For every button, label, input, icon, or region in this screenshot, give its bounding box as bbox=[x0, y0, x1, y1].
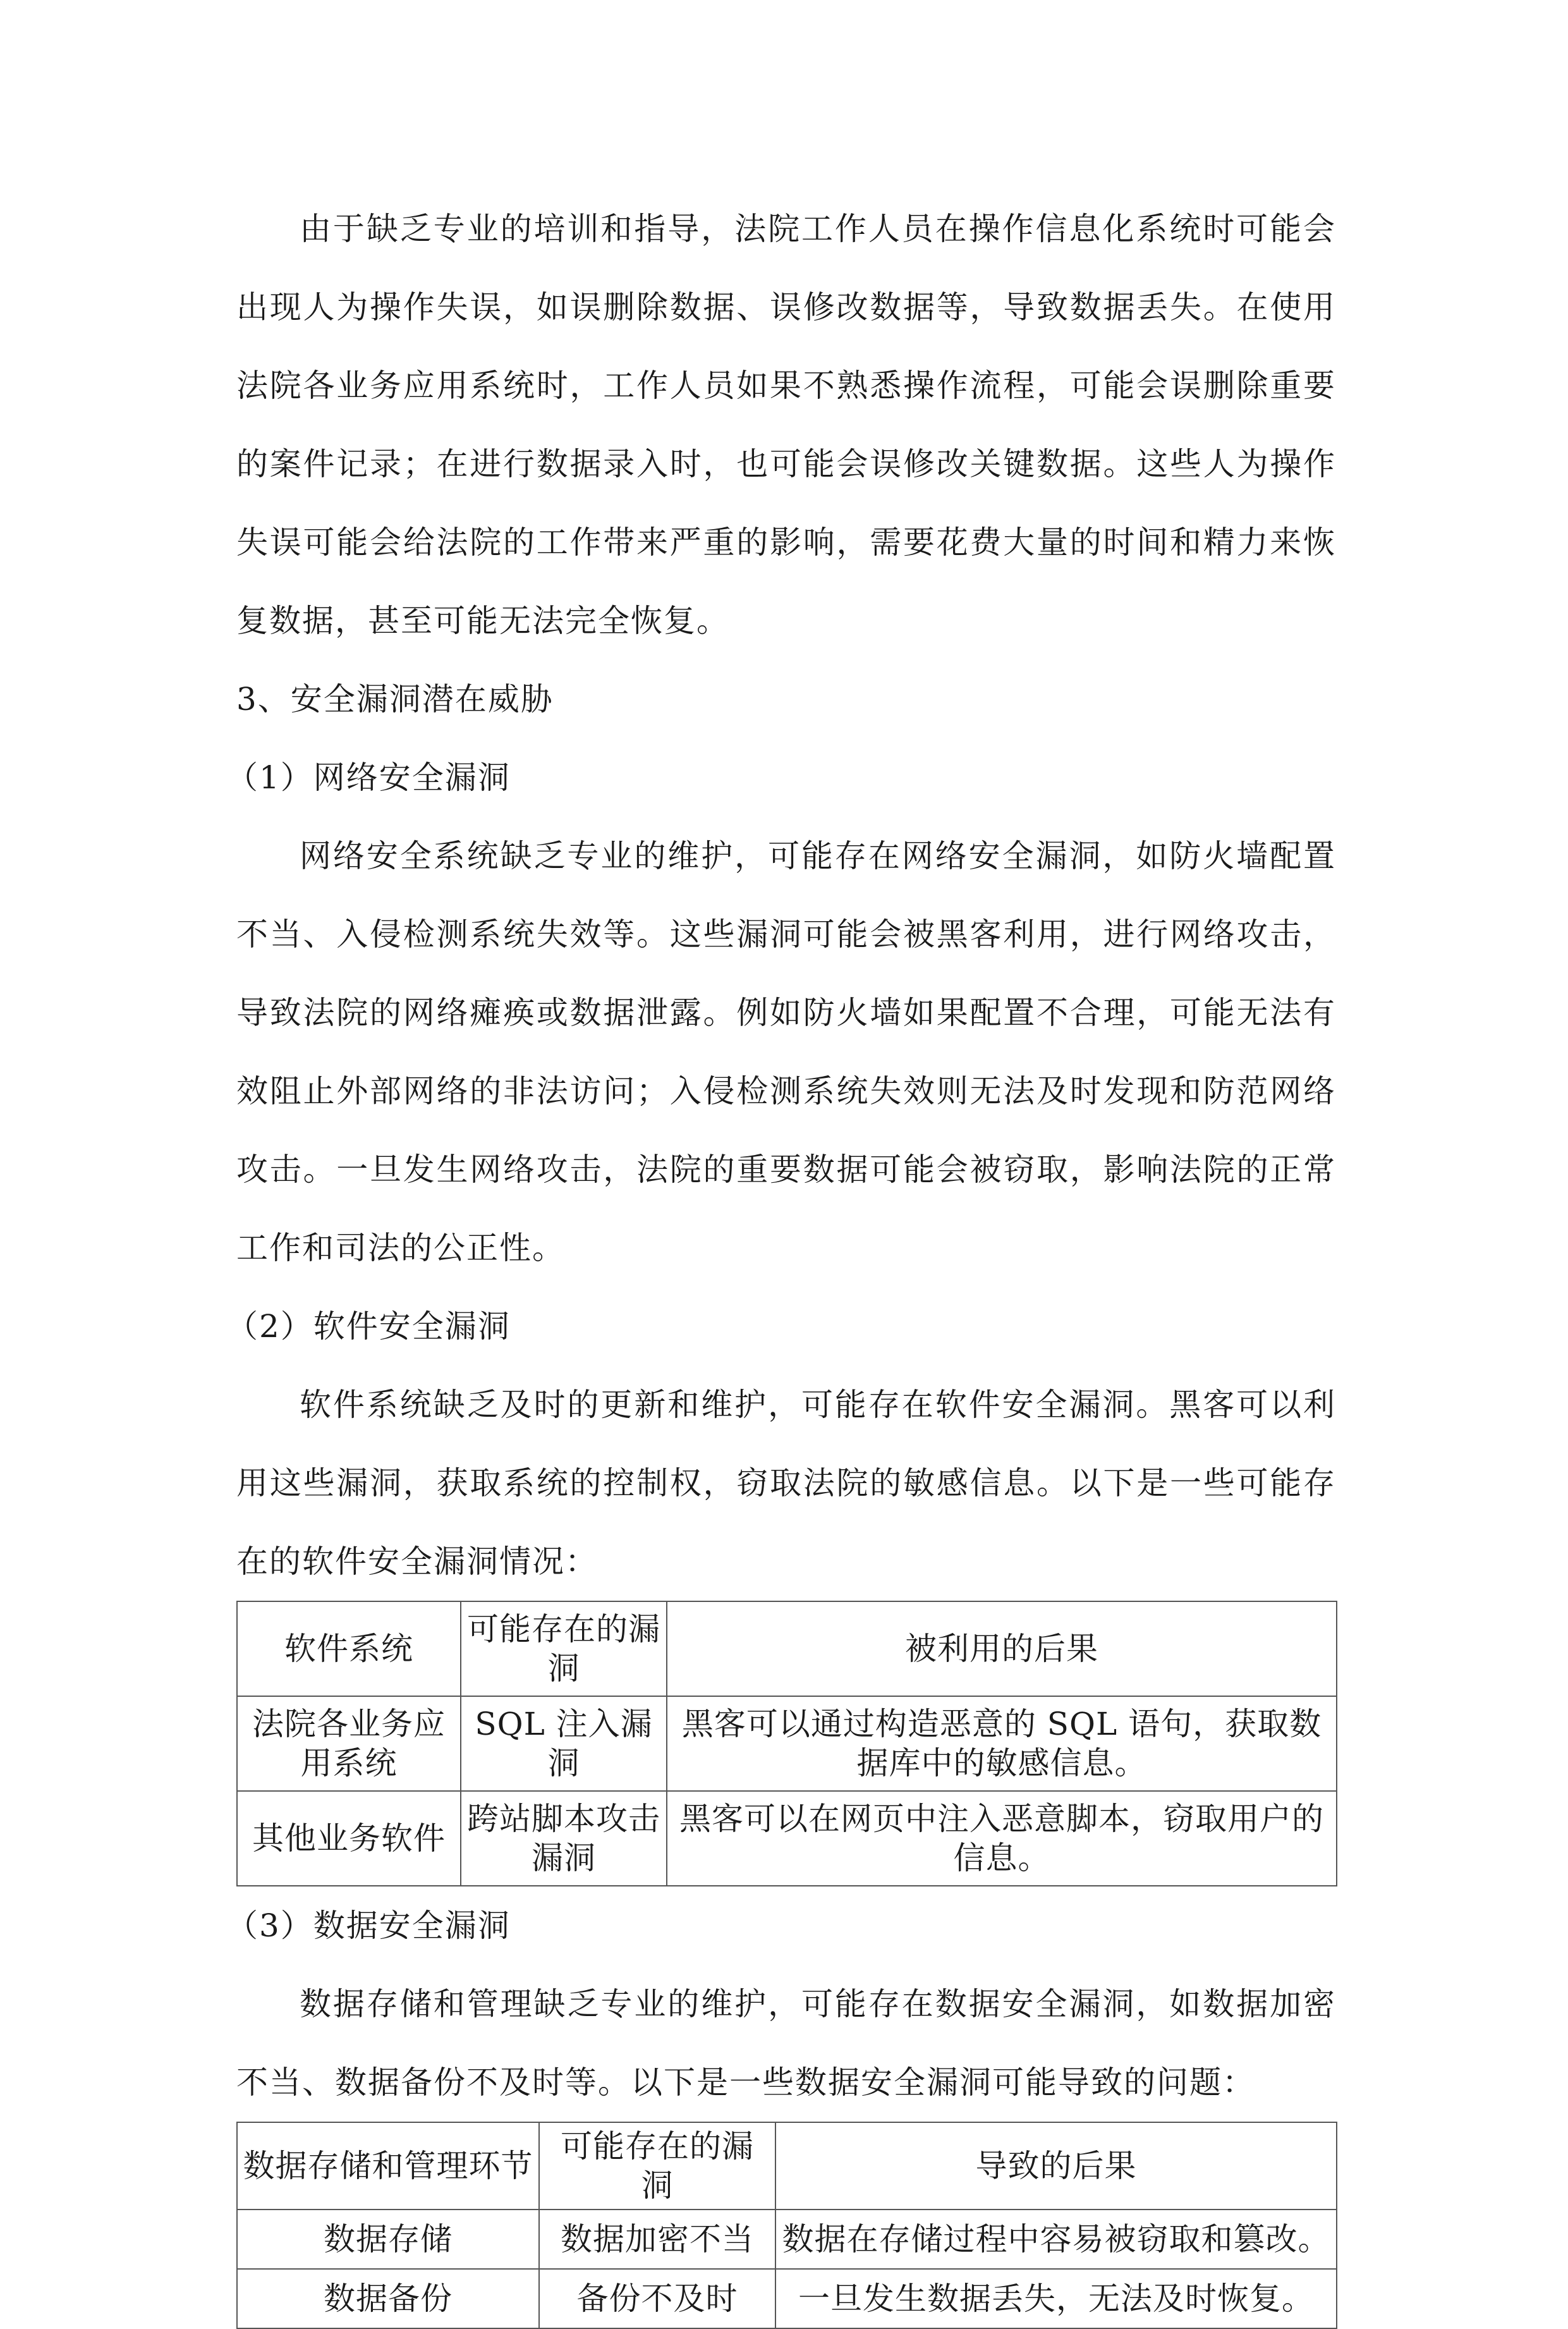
table-cell: 数据存储 bbox=[237, 2210, 539, 2269]
document-body bbox=[226, 190, 1336, 2329]
table-cell: 其他业务软件 bbox=[237, 1791, 461, 1886]
table-header-row bbox=[237, 2122, 1337, 2210]
table-row bbox=[237, 2269, 1337, 2328]
subheading-data-security: （3）数据安全漏洞 bbox=[226, 1907, 511, 1944]
table-cell: 数据备份 bbox=[237, 2269, 539, 2328]
table-cell: 备份不及时 bbox=[539, 2269, 775, 2328]
paragraph-software-security: 软件系统缺乏及时的更新和维护，可能存在软件安全漏洞。黑客可以利用这些漏洞，获取系统的控制权，窃取法院的敏感信息。以下是一些可能存在的软件安全漏洞情况： bbox=[236, 1386, 1336, 1580]
subheading-software-security: （2）软件安全漏洞 bbox=[226, 1308, 511, 1345]
table-row bbox=[237, 1791, 1337, 1886]
table-header-cell: 数据存储和管理环节 bbox=[237, 2122, 539, 2210]
subheading-network-security: （1）网络安全漏洞 bbox=[226, 759, 511, 796]
table-cell: 黑客可以在网页中注入恶意脚本，窃取用户的信息。 bbox=[667, 1791, 1337, 1886]
table-row bbox=[237, 2210, 1337, 2269]
table-cell: 跨站脚本攻击漏洞 bbox=[461, 1791, 667, 1886]
table-cell: 数据在存储过程中容易被窃取和篡改。 bbox=[775, 2210, 1337, 2269]
section-heading-security-vulnerabilities: 3、安全漏洞潜在威胁 bbox=[236, 681, 554, 718]
table-cell: SQL 注入漏洞 bbox=[461, 1696, 667, 1791]
data-vulnerability-table bbox=[236, 2122, 1337, 2329]
table-header-row bbox=[237, 1601, 1337, 1696]
table-header-cell: 可能存在的漏洞 bbox=[539, 2122, 775, 2210]
software-vulnerability-table bbox=[236, 1601, 1337, 1886]
paragraph-data-security: 数据存储和管理缺乏专业的维护，可能存在数据安全漏洞，如数据加密不当、数据备份不及时等。以下是一些数据安全漏洞可能导致的问题： bbox=[236, 1986, 1336, 2101]
table-cell: 黑客可以通过构造恶意的 SQL 语句，获取数据库中的敏感信息。 bbox=[667, 1696, 1337, 1791]
table-header-cell: 软件系统 bbox=[237, 1601, 461, 1696]
table-header-cell: 可能存在的漏洞 bbox=[461, 1601, 667, 1696]
table-cell: 数据加密不当 bbox=[539, 2210, 775, 2269]
table-cell: 法院各业务应用系统 bbox=[237, 1696, 461, 1791]
paragraph-network-security: 网络安全系统缺乏专业的维护，可能存在网络安全漏洞，如防火墙配置不当、入侵检测系统失效等。这些漏洞可能会被黑客利用，进行网络攻击，导致法院的网络瘫痪或数据泄露。例如防火墙如果配置不合理，可能无法有效阻止外部网络的非法访问；入侵检测系统失效则无法及时发现和防范网络攻击。一旦发生网络攻击，法院的重要数据可能会被窃取，影响法院的正常工作和司法的公正性。 bbox=[236, 838, 1336, 1266]
table-cell: 一旦发生数据丢失，无法及时恢复。 bbox=[775, 2269, 1337, 2328]
paragraph-human-error: 由于缺乏专业的培训和指导，法院工作人员在操作信息化系统时可能会出现人为操作失误，如误删除数据、误修改数据等，导致数据丢失。在使用法院各业务应用系统时，工作人员如果不熟悉操作流程，可能会误删除重要的案件记录；在进行数据录入时，也可能会误修改关键数据。这些人为操作失误可能会给法院的工作带来严重的影响，需要花费大量的时间和精力来恢复数据，甚至可能无法完全恢复。 bbox=[236, 211, 1336, 639]
table-row bbox=[237, 1696, 1337, 1791]
table-header-cell: 被利用的后果 bbox=[667, 1601, 1337, 1696]
table-header-cell: 导致的后果 bbox=[775, 2122, 1337, 2210]
